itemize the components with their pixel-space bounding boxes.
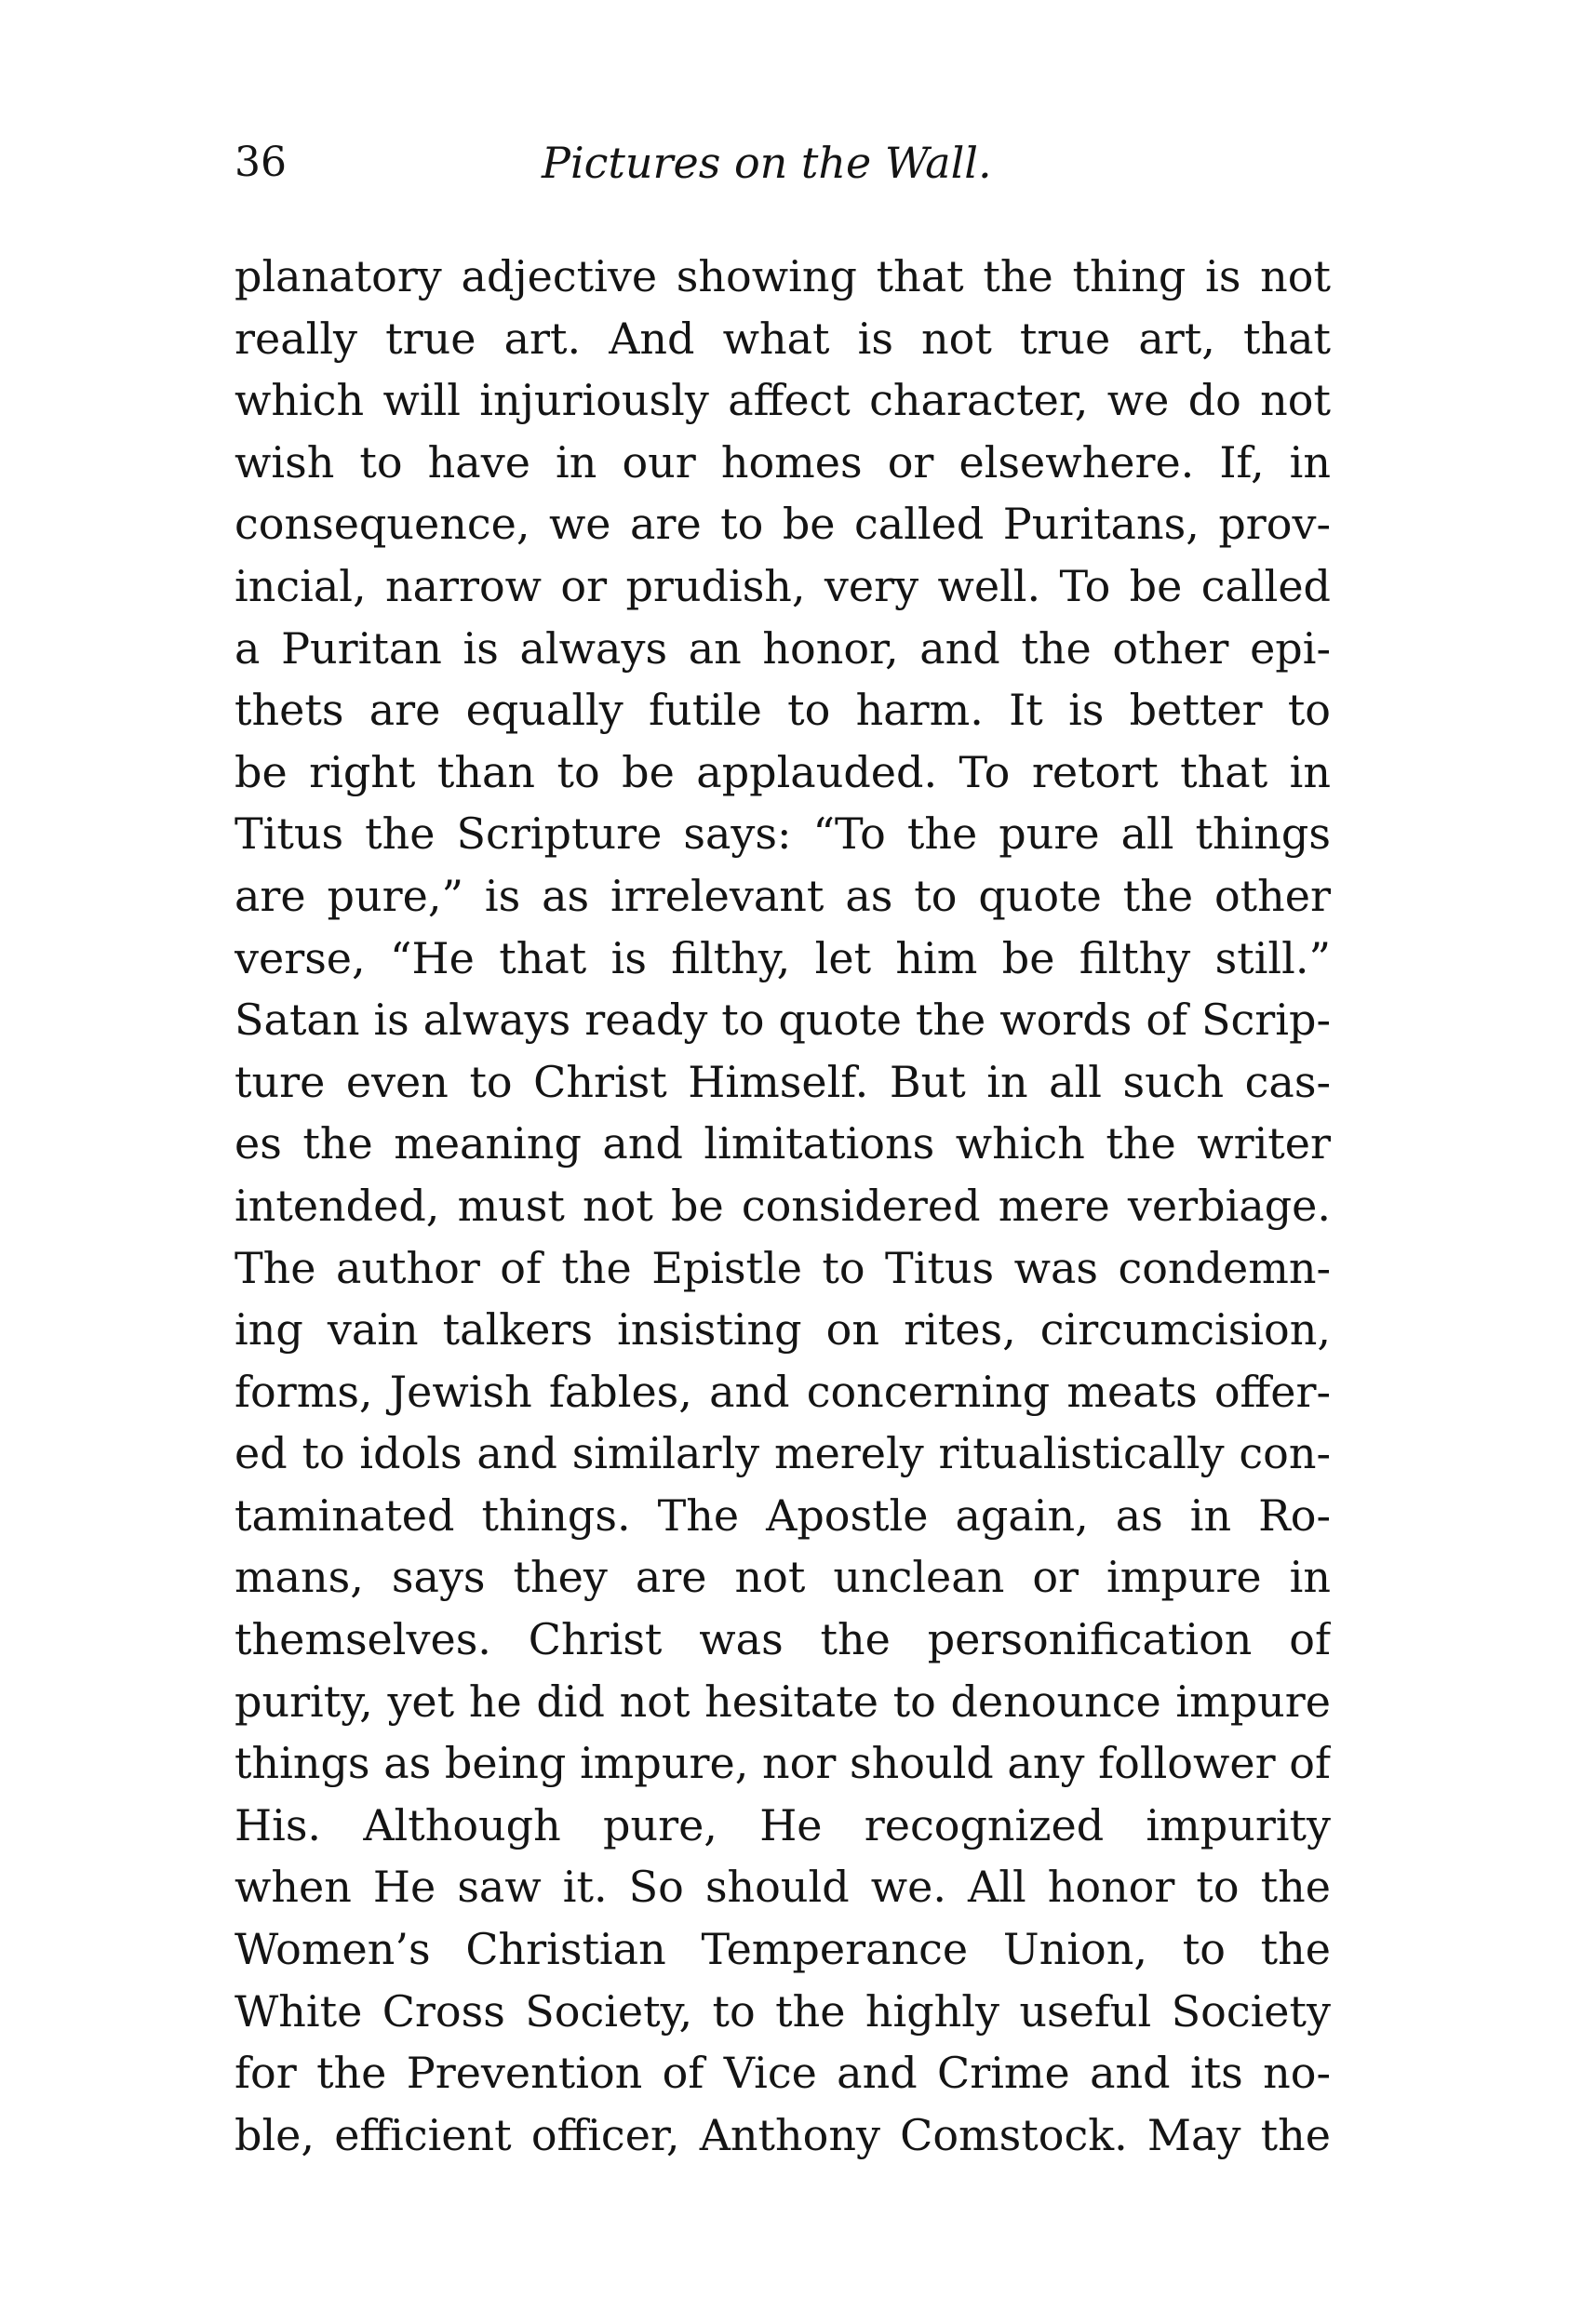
text-line: ble, efficient officer, Anthony Comstock. May the (235, 2109, 1331, 2160)
running-title: Pictures on the Wall. (542, 138, 992, 188)
text-line: ed to idols and similarly merely ritualistically con- (235, 1428, 1331, 1479)
text-line: intended, must not be considered mere verbiage. (235, 1180, 1331, 1231)
text-line: which will injuriously affect character, we do not (235, 375, 1331, 426)
text-line: be right than to be applauded. To retort that in (235, 746, 1331, 797)
text-line: The author of the Epistle to Titus was condemn- (235, 1242, 1331, 1293)
text-line: really true art. And what is not true art, that (235, 313, 1331, 364)
text-line: planatory adjective showing that the thing is not (235, 251, 1331, 301)
body-text (235, 246, 1331, 2166)
text-line: Women’s Christian Temperance Union, to the (235, 1924, 1331, 1975)
text-line: His. Although pure, He recognized impurity (235, 1799, 1331, 1850)
text-line: consequence, we are to be called Puritans, prov- (235, 499, 1331, 550)
text-line: things as being impure, nor should any follower of (235, 1738, 1331, 1789)
text-line: es the meaning and limitations which the writer (235, 1118, 1331, 1169)
text-line: ture even to Christ Himself. But in all such cas- (235, 1056, 1331, 1107)
page-number: 36 (235, 139, 287, 186)
text-line: when He saw it. So should we. All honor to the (235, 1862, 1331, 1913)
page-header (235, 130, 1331, 195)
text-line: themselves. Christ was the personification of (235, 1614, 1331, 1665)
text-line: thets are equally futile to harm. It is better to (235, 685, 1331, 736)
text-line: for the Prevention of Vice and Crime and its no- (235, 2048, 1331, 2099)
text-line: forms, Jewish fables, and concerning meats offer- (235, 1366, 1331, 1417)
text-line: verse, “He that is filthy, let him be filthy still.” (235, 932, 1331, 983)
text-line: incial, narrow or prudish, very well. To be called (235, 560, 1331, 611)
text-line: Titus the Scripture says: “To the pure all things (235, 808, 1331, 860)
text-line: wish to have in our homes or elsewhere. If, in (235, 436, 1331, 488)
text-line: mans, says they are not unclean or impure in (235, 1552, 1331, 1603)
text-line: purity, yet he did not hesitate to denounce impure (235, 1676, 1331, 1727)
text-line: taminated things. The Apostle again, as in Ro- (235, 1489, 1331, 1541)
text-line: White Cross Society, to the highly useful Society (235, 1985, 1331, 2037)
text-line: are pure,” is as irrelevant as to quote the other (235, 870, 1331, 921)
text-line: Satan is always ready to quote the words of Scrip- (235, 995, 1331, 1046)
text-line: ing vain talkers insisting on rites, circumcision, (235, 1304, 1331, 1356)
text-line: a Puritan is always an honor, and the other epi- (235, 622, 1331, 674)
